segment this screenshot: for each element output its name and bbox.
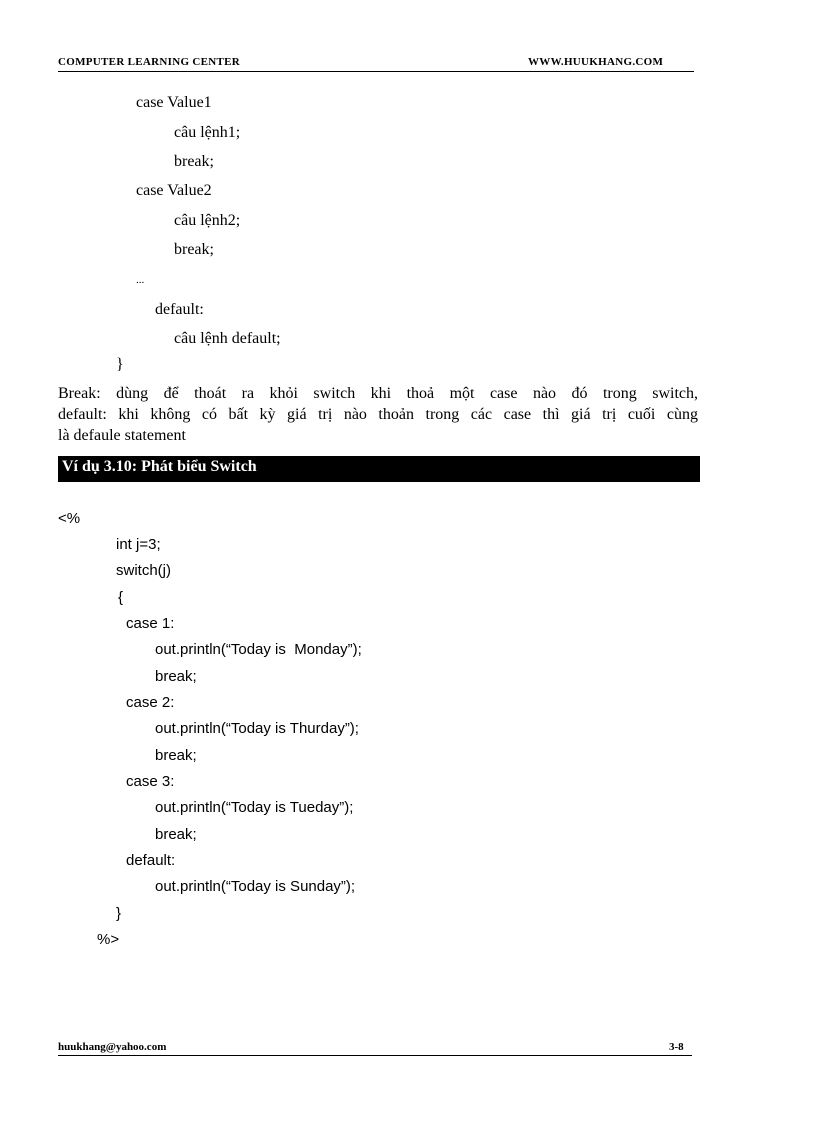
- code-line: out.println(“Today is Sunday”);: [155, 878, 356, 895]
- paragraph-line: Break: dùng để thoát ra khỏi switch khi thoả một case nào đó trong switch,: [58, 385, 698, 402]
- syntax-line: default:: [155, 301, 204, 318]
- syntax-line: break;: [174, 241, 214, 258]
- code-line: out.println(“Today is Tueday”);: [155, 799, 354, 816]
- syntax-line: câu lệnh2;: [174, 212, 241, 229]
- code-line: }: [116, 905, 122, 922]
- header-title: COMPUTER LEARNING CENTER: [58, 56, 240, 68]
- paragraph-line: default: khi không có bất kỳ giá trị nào thoản trong các case thì giá trị cuối cùng: [58, 406, 698, 423]
- syntax-line: câu lệnh default;: [174, 330, 281, 347]
- syntax-close-brace: }: [116, 356, 124, 373]
- code-line: case 3:: [126, 773, 175, 790]
- code-line: break;: [155, 747, 197, 764]
- code-line: break;: [155, 826, 197, 843]
- code-line: case 2:: [126, 694, 175, 711]
- code-close-tag: %>: [97, 931, 120, 948]
- header-rule: [58, 71, 694, 72]
- code-line: out.println(“Today is Monday”);: [155, 641, 362, 658]
- code-line: break;: [155, 668, 197, 685]
- explanation-paragraph: [58, 383, 698, 446]
- paragraph-line: là defaule statement: [58, 427, 186, 444]
- syntax-ellipsis: ...: [136, 274, 145, 286]
- code-line: switch(j): [116, 562, 171, 579]
- syntax-line: case Value1: [136, 94, 212, 111]
- code-line: out.println(“Today is Thurday”);: [155, 720, 359, 737]
- syntax-line: break;: [174, 153, 214, 170]
- code-open-tag: <%: [58, 510, 81, 527]
- syntax-line: câu lệnh1;: [174, 124, 241, 141]
- example-title-bar: [58, 456, 700, 482]
- footer-email: huukhang@yahoo.com: [58, 1041, 167, 1053]
- syntax-line: case Value2: [136, 182, 212, 199]
- code-line: {: [118, 589, 124, 606]
- header-website: WWW.HUUKHANG.COM: [528, 56, 664, 68]
- example-title: Ví dụ 3.10: Phát biểu Switch: [62, 458, 257, 475]
- footer-rule: [58, 1055, 692, 1056]
- code-line: case 1:: [126, 615, 175, 632]
- code-line: default:: [126, 852, 176, 869]
- code-line: int j=3;: [116, 536, 161, 553]
- footer-page-number: 3-8: [669, 1041, 684, 1053]
